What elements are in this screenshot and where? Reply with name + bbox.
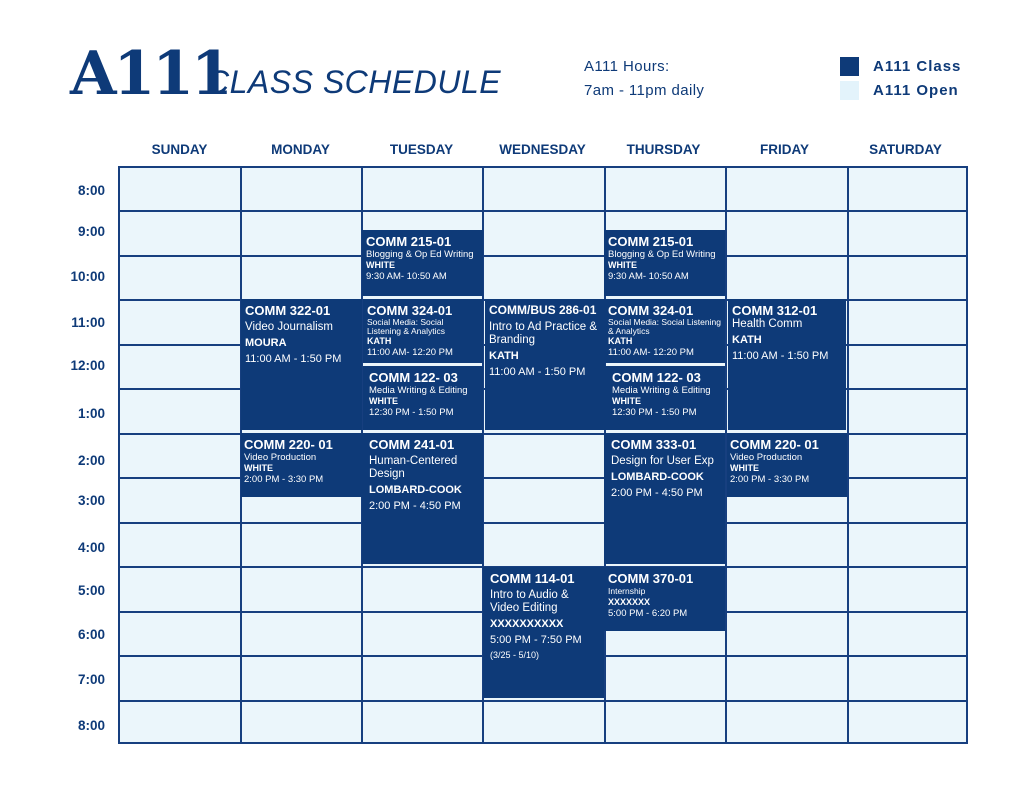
class-time: 9:30 AM- 10:50 AM [366,271,447,282]
class-block-fri-comm-312[interactable] [728,299,846,430]
legend-swatch-open [840,81,859,100]
time-label: 12:00 [70,358,105,373]
legend-swatch-class [840,57,859,76]
class-name: Health Comm [732,318,803,330]
class-block-thu-comm-324[interactable] [604,299,725,363]
class-time: 11:00 AM - 1:50 PM [489,366,586,378]
grid-line [120,522,966,524]
class-name: Blogging & Op Ed Writing [366,249,474,260]
class-time: 11:00 AM - 1:50 PM [245,353,342,365]
class-block-tue-comm-122[interactable] [363,366,483,430]
time-label: 8:00 [77,718,105,733]
class-name: Video Journalism [245,321,334,333]
page-title: CLASS SCHEDULE [206,64,502,100]
class-instructor: KATH [367,336,392,346]
class-name: Internship [608,586,646,596]
class-instructor: LOMBARD-COOK [611,471,704,483]
class-code: COMM 122- 03 [369,370,458,385]
day-header-saturday: SATURDAY [869,142,942,157]
day-header-monday: MONDAY [271,142,330,157]
class-code: COMM 324-01 [608,303,694,318]
day-header-tuesday: TUESDAY [389,142,454,157]
class-code: COMM 220- 01 [244,437,333,452]
class-instructor: WHITE [608,260,637,270]
time-label: 8:00 [77,183,105,198]
class-instructor: WHITE [366,260,395,270]
grid-line [120,255,966,257]
class-time: 5:00 PM - 6:20 PM [608,608,688,619]
legend-item-class [840,54,961,78]
class-name: Intro to Ad Practice & Branding [489,321,598,346]
legend-item-open [840,78,961,102]
class-block-thu-comm-215[interactable] [604,230,725,296]
hours-value: 7am - 11pm daily [584,82,705,99]
class-block-tue-comm-241[interactable] [362,433,483,564]
class-instructor: KATH [489,350,519,362]
class-block-thu-comm-370[interactable] [604,567,725,631]
class-time: 9:30 AM- 10:50 AM [608,271,689,282]
class-block-tue-comm-215[interactable] [362,230,483,296]
class-block-mon-comm-322[interactable] [241,299,362,430]
class-code: COMM 241-01 [369,437,455,452]
class-code: COMM 322-01 [245,303,331,318]
class-name: Blogging & Op Ed Writing [608,249,716,260]
class-name: Human-Centered Design [369,455,458,480]
class-name: Video Production [730,452,803,463]
class-name: Media Writing & Editing [369,385,468,396]
class-code: COMM 370-01 [608,571,694,586]
legend [840,54,961,102]
class-instructor: MOURA [245,337,287,349]
class-time: 11:00 AM - 1:50 PM [732,350,829,362]
class-time: 12:30 PM - 1:50 PM [369,407,454,418]
class-instructor: WHITE [730,463,759,473]
time-label: 10:00 [70,269,105,284]
day-header-thursday: THURSDAY [626,142,701,157]
class-code: COMM 220- 01 [730,437,819,452]
class-name: Media Writing & Editing [612,385,711,396]
class-instructor: WHITE [244,463,273,473]
class-instructor: KATH [732,334,762,346]
class-block-tue-comm-324[interactable] [363,299,483,363]
time-label: 2:00 [77,453,105,468]
class-name: Video Production [244,452,317,463]
time-label: 11:00 [71,315,105,330]
class-time: 2:00 PM - 4:50 PM [611,487,703,499]
time-label: 3:00 [77,493,105,508]
time-label: 6:00 [77,627,105,642]
class-block-mon-comm-220[interactable] [241,433,362,497]
legend-label-class: A111 Class [873,57,962,75]
class-name: Design for User Exp [611,455,714,467]
time-label: 7:00 [77,672,105,687]
class-block-thu-comm-333[interactable] [604,433,725,564]
class-block-fri-comm-220[interactable] [727,433,847,497]
class-name: Social Media: Social Listening & Analytics [367,317,445,336]
class-block-wed-comm-bus-286[interactable] [485,299,605,430]
day-header-sunday: SUNDAY [151,142,208,157]
class-code: COMM 215-01 [608,234,694,249]
class-code: COMM 312-01 [732,303,818,318]
time-label: 4:00 [77,540,105,555]
legend-label-open: A111 Open [873,81,959,99]
room-number: A111 [70,39,230,109]
day-header-friday: FRIDAY [759,142,809,157]
time-label: 1:00 [77,406,105,421]
class-code: COMM 324-01 [367,303,453,318]
class-time: 5:00 PM - 7:50 PM [490,634,582,646]
class-instructor: WHITE [612,396,641,406]
class-time: 11:00 AM- 12:20 PM [608,347,694,358]
class-time: 12:30 PM - 1:50 PM [612,407,697,418]
class-instructor: XXXXXXXXXX [490,618,564,630]
time-label: 5:00 [77,583,105,598]
time-label: 9:00 [77,224,105,239]
hours-label: A111 Hours: [584,58,670,75]
class-time: 2:00 PM - 3:30 PM [244,474,324,485]
class-instructor: XXXXXXX [608,597,651,607]
class-block-thu-comm-122[interactable] [604,366,725,430]
class-name: Intro to Audio & Video Editing [490,589,569,614]
class-time: 2:00 PM - 3:30 PM [730,474,810,485]
class-time: 11:00 AM- 12:20 PM [367,347,453,358]
class-instructor: WHITE [369,396,398,406]
class-date-range: (3/25 - 5/10) [490,650,540,660]
class-code: COMM/BUS 286-01 [489,303,597,317]
room-hours [584,55,704,103]
class-instructor: KATH [608,336,633,346]
class-time: 2:00 PM - 4:50 PM [369,500,461,512]
class-name: Social Media: Social Listening & Analytics [608,317,721,336]
class-block-wed-comm-114[interactable] [483,567,604,698]
grid-line [120,700,966,702]
grid-line [120,210,966,212]
class-code: COMM 114-01 [490,571,575,586]
class-instructor: LOMBARD-COOK [369,484,462,496]
class-code: COMM 215-01 [366,234,452,249]
class-code: COMM 333-01 [611,437,697,452]
class-code: COMM 122- 03 [612,370,701,385]
day-header-wednesday: WEDNESDAY [499,142,586,157]
